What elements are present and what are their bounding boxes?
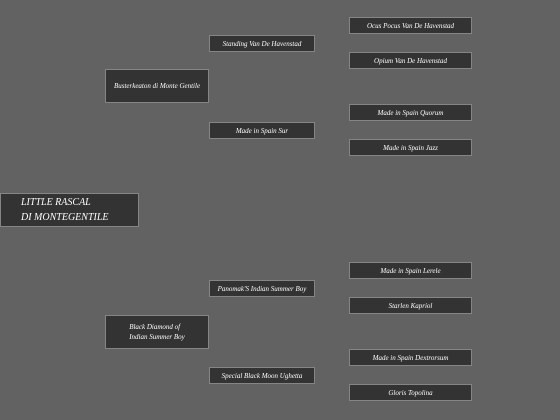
dam-name-line-1: Black Diamond of (129, 323, 181, 331)
dam-dam-sire-box (349, 349, 472, 366)
dam-dam-sire-name: Made in Spain Dextrorsum (372, 353, 449, 362)
sire-sire-dam-box (349, 52, 472, 69)
subject-name-line-2: DI MONTEGENTILE (21, 212, 109, 223)
sire-sire-dam-name: Opium Van De Havenstad (374, 56, 447, 65)
dam-name-line-2: Indian Summer Boy (129, 333, 185, 341)
dam-sire-sire-name: Made in Spain Lerele (380, 266, 441, 275)
subject-box (0, 193, 139, 227)
dam-sire-dam-name: Starlen Kapriol (388, 301, 433, 310)
sire-sire-sire-name: Ocus Pocus Van De Havenstad (366, 21, 455, 30)
subject-name-line-1: LITTLE RASCAL (21, 197, 91, 208)
dam-dam-name: Special Black Moon Ughetta (221, 371, 303, 380)
sire-dam-name: Made in Spain Sur (235, 126, 289, 135)
dam-sire-dam-box (349, 297, 472, 314)
dam-dam-dam-box (349, 384, 472, 401)
sire-name: Busterkeaton di Monte Gentile (113, 82, 201, 90)
sire-sire-sire-box (349, 17, 472, 34)
dam-box (105, 315, 209, 349)
sire-box (105, 69, 209, 103)
sire-dam-sire-box (349, 104, 472, 121)
dam-dam-box (209, 367, 315, 384)
sire-dam-box (209, 122, 315, 139)
sire-dam-dam-box (349, 139, 472, 156)
sire-sire-box (209, 35, 315, 52)
dam-dam-dam-name: Gloris Topolina (388, 388, 433, 397)
sire-dam-sire-name: Made in Spain Quorum (377, 108, 444, 117)
sire-sire-name: Standing Van De Havenstad (222, 39, 302, 48)
dam-sire-box (209, 280, 315, 297)
sire-dam-dam-name: Made in Spain Jazz (383, 143, 438, 152)
dam-sire-sire-box (349, 262, 472, 279)
dam-sire-name: Panomak'S Indian Summer Boy (217, 284, 307, 293)
